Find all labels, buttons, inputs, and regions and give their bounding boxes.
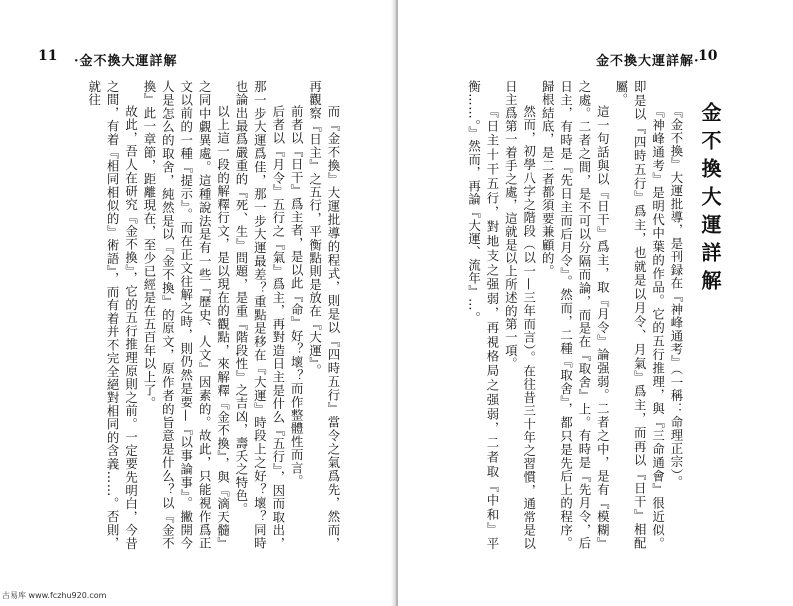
right-page [398, 0, 793, 606]
paragraph: 『金不換』大運批導，是刊録在『神峰通考』（一稱：命理正宗）。 [669, 104, 684, 489]
body-text [84, 80, 342, 550]
page-number: 11 [38, 48, 58, 64]
paragraph: 故此，吾人在研究『金不換』，它的五行推理原則之前。一定要先明白，今昔之間，有着『相同相似的』術語』，而有着并不完全絕對相同的含義……。否則，就往 [86, 80, 139, 550]
paragraph: 后者以『月令』五行之『氣』爲主，再對造日主是什么『五行』，因而取出，那一步大運爲佳，那一步大運最差？重點是移在『大運』時段上之好？壞？同時也論出最爲嚴重的『死、生』問題，是重『階段性』之吉凶，壽夭之特色。 [233, 80, 286, 550]
page-number: 10 [698, 48, 718, 64]
paragraph: 而『金不換』大運批導的程式，則是以『四時五行』當令之氣爲先，然而，再觀察『日主』之五行，平衡點則是放在『大運』。 [307, 80, 341, 550]
paragraph: 這一句話與以『日干』爲主，取『月令』論强弱。二者之中，是有『模糊』之處。二者之間，是不可以分隔而論，而是在『取舍』上。有時是『先月令，后日主，有時是『先日主而后月令』。然而，二種『取舍』，都只是先后上的程序。歸根結底，是二者都須要兼顧的。 [540, 80, 611, 550]
watermark: 古易库 www.fczhu920.com [2, 591, 107, 600]
paragraph: 『神峰通考』是明代中葉的作品。它的五行推理，與『三命通會』很近似。即是以『四時五行』爲主，也就是以月令、月氣』爲主，而再以『日干』相配屬。 [613, 80, 666, 550]
paragraph: 前者以『日干』爲主者，是以此『命』好？壞？而作整體性而言。 [289, 104, 305, 488]
paragraph: 以上這一段的解釋行文，是以現在的觀點，來解釋『金不換』，與『滴天髓』之同中覷異處。這種說法是有一些『歷史、人文』因素的。故此，只能視作爲正文以前的一種『提示』。而在正文往解之時，則仍然是要—『以事論事』。撇開今人是怎么的取舍，純然是以『金不換』的原文，原作者的旨意是什么？以『金不換』此一章節，距離現在，至少已經是在五百年以上了。 [141, 80, 231, 550]
paragraph: 『日主十干五行，對地支之强弱，再視格局之强弱，二者取『中和』平衡……。』然而，再論『大運、流年』…。 [466, 80, 500, 550]
chapter-title: 金不換大運詳解 [698, 102, 722, 298]
body-text [464, 80, 725, 550]
paragraph: 然而，初學八字之階段（以一—三年而言）。在往昔三十年之習慣，通常是以日主爲第一着手之處，這就是以上所述的第一項。 [503, 80, 537, 550]
running-header: 金不換大運詳解· [596, 54, 700, 69]
running-header: ·金不換大運詳解 [74, 54, 178, 69]
